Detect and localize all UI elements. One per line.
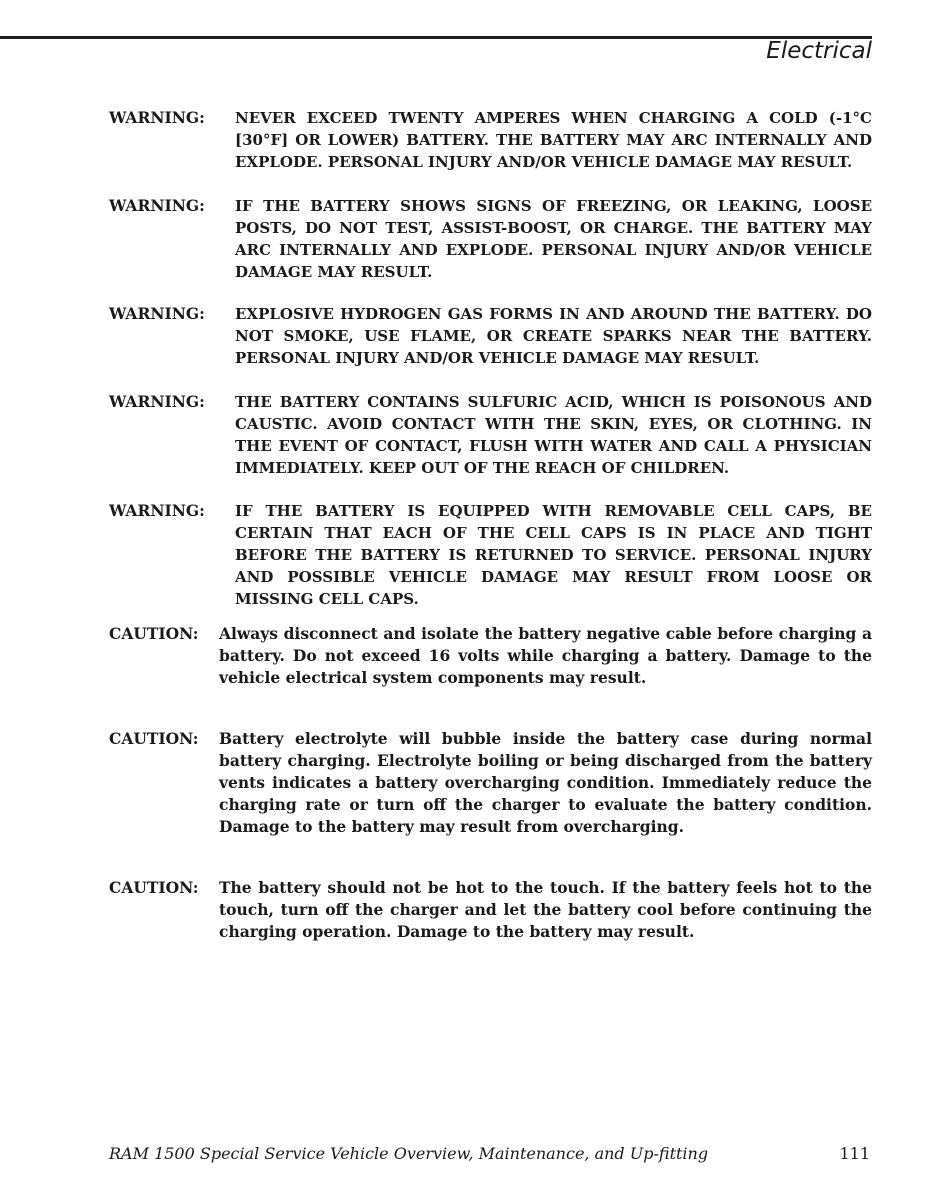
header-rule bbox=[0, 36, 872, 39]
notice-label: WARNING: bbox=[109, 108, 205, 127]
caution-notice bbox=[109, 623, 872, 689]
caution-notice bbox=[109, 728, 872, 838]
notice-label: WARNING: bbox=[109, 196, 205, 215]
section-title: Electrical bbox=[766, 38, 872, 64]
notice-label: WARNING: bbox=[109, 304, 205, 323]
notice-text: NEVER EXCEED TWENTY AMPERES WHEN CHARGING A COLD (-1°C [30°F] OR LOWER) BATTERY. THE BATTERY MAY ARC INTERNALLY AND EXPLODE. PERSONAL INJURY AND/OR VEHICLE DAMAGE MAY RESULT. bbox=[235, 109, 872, 171]
notice-text: THE BATTERY CONTAINS SULFURIC ACID, WHICH IS POISONOUS AND CAUSTIC. AVOID CONTACT WITH THE SKIN, EYES, OR CLOTHING. IN THE EVENT OF CONTACT, FLUSH WITH WATER AND CALL A PHYSICIAN IMMEDIATELY. KEEP OUT OF THE REACH OF CHILDREN. bbox=[235, 393, 872, 477]
warning-notice bbox=[109, 303, 872, 369]
warning-notice bbox=[109, 107, 872, 173]
warning-notice bbox=[109, 195, 872, 283]
footer-document-title: RAM 1500 Special Service Vehicle Overview, Maintenance, and Up-fitting bbox=[109, 1144, 709, 1163]
notice-label: CAUTION: bbox=[109, 878, 199, 897]
caution-notice bbox=[109, 877, 872, 943]
notice-label: WARNING: bbox=[109, 392, 205, 411]
warning-notice bbox=[109, 500, 872, 610]
notice-label: CAUTION: bbox=[109, 624, 199, 643]
notice-text: Always disconnect and isolate the battery negative cable before charging a battery. Do not exceed 16 volts while charging a battery. Damage to the vehicle electrical system components may result. bbox=[219, 624, 872, 687]
warning-notice bbox=[109, 391, 872, 479]
notice-text: The battery should not be hot to the touch. If the battery feels hot to the touch, turn off the charger and let the battery cool before continuing the charging operation. Damage to the battery may result. bbox=[219, 878, 872, 941]
notice-text: Battery electrolyte will bubble inside the battery case during normal battery charging. Electrolyte boiling or being discharged from the battery vents indicates a battery overcharging condition. Immediately reduce the charging rate or turn off the charger to evaluate the battery condition. Damage to the battery may result from overcharging. bbox=[219, 729, 872, 836]
notice-label: CAUTION: bbox=[109, 729, 199, 748]
notice-text: EXPLOSIVE HYDROGEN GAS FORMS IN AND AROUND THE BATTERY. DO NOT SMOKE, USE FLAME, OR CREATE SPARKS NEAR THE BATTERY. PERSONAL INJURY AND/OR VEHICLE DAMAGE MAY RESULT. bbox=[235, 305, 872, 367]
notice-label: WARNING: bbox=[109, 501, 205, 520]
notice-text: IF THE BATTERY IS EQUIPPED WITH REMOVABLE CELL CAPS, BE CERTAIN THAT EACH OF THE CELL CAPS IS IN PLACE AND TIGHT BEFORE THE BATTERY IS RETURNED TO SERVICE. PERSONAL INJURY AND POSSIBLE VEHICLE DAMAGE MAY RESULT FROM LOOSE OR MISSING CELL CAPS. bbox=[235, 502, 872, 608]
page-number: 111 bbox=[839, 1144, 870, 1163]
notice-text: IF THE BATTERY SHOWS SIGNS OF FREEZING, OR LEAKING, LOOSE POSTS, DO NOT TEST, ASSIST-BOOST, OR CHARGE. THE BATTERY MAY ARC INTERNALLY AND EXPLODE. PERSONAL INJURY AND/OR VEHICLE DAMAGE MAY RESULT. bbox=[235, 197, 872, 281]
